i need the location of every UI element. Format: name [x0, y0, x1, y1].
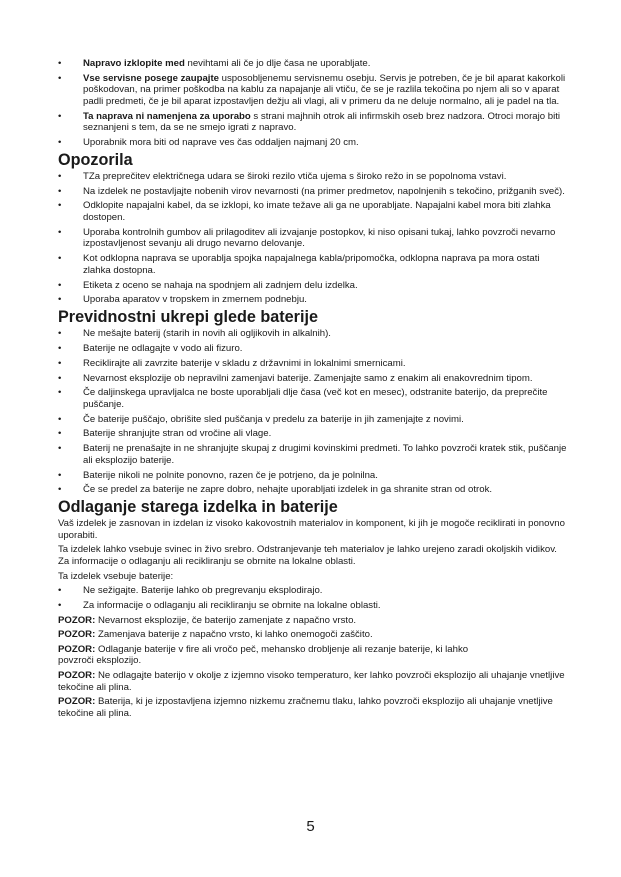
item-text: Baterije ne odlagajte v vodo ali fizuro.: [83, 342, 243, 354]
item-text: Baterije nikoli ne polnite ponovno, razen če je potrjeno, da je polnilna.: [83, 469, 378, 481]
list-item: [58, 343, 568, 355]
list-item: [58, 428, 568, 440]
warning-paragraph: [58, 644, 503, 667]
bullet-icon: •: [58, 200, 62, 212]
list-item: [58, 73, 568, 108]
item-text: Uporaba kontrolnih gumbov ali prilagoditev ali izvajanje postopkov, ki niso opisani tukaj, lahko povzroči nevarno izpostavljenost sevanju ali drugo nevarno delovanje.: [83, 226, 556, 250]
bullet-icon: •: [58, 185, 62, 197]
item-text: Če baterije puščajo, obrišite sled puščanja v predelu za baterije in jih zamenjajte z novimi.: [83, 413, 464, 425]
bullet-icon: •: [58, 413, 62, 425]
warning-text: Odlaganje baterije v fire ali vročo peč, mehansko drobljenje ali rezanje baterije, ki lahko povzroči eksplozijo.: [58, 643, 469, 667]
list-item: [58, 58, 568, 70]
item-text: Baterije shranjujte stran od vročine ali vlage.: [83, 428, 272, 440]
bullet-icon: •: [58, 226, 62, 238]
item-text: Če daljinskega upravljalca ne boste uporabljali dlje časa (več kot en mesec), odstranite baterijo, da preprečite puščanje.: [83, 387, 548, 410]
list-item: [58, 227, 568, 250]
emphasis-text: Vse servisne posege zaupajte: [83, 72, 219, 84]
item-text: Uporabnik mora biti od naprave ves čas oddaljen najmanj 20 cm.: [83, 137, 359, 149]
warning-label: POZOR:: [58, 670, 96, 682]
warning-label: POZOR:: [58, 614, 96, 626]
list-item: [58, 414, 568, 426]
bullet-icon: •: [58, 387, 62, 399]
list-item: [58, 585, 568, 597]
list-item: [58, 280, 568, 292]
bullet-icon: •: [58, 357, 62, 369]
bullet-icon: •: [58, 72, 62, 84]
list-item: [58, 358, 568, 370]
list-item: [58, 328, 568, 340]
bullet-icon: •: [58, 170, 62, 182]
list-item: [58, 373, 568, 385]
list-item: [58, 200, 568, 223]
warning-label: POZOR:: [58, 696, 96, 708]
bullet-icon: •: [58, 137, 62, 149]
bullet-icon: •: [58, 469, 62, 481]
item-text: TZa preprečitev električnega udara se široki rezilo vtiča ujema s široko režo in se popolnoma vstavi.: [83, 170, 507, 182]
list-item: [58, 600, 568, 612]
item-text: nevihtami ali če jo dlje časa ne uporabljate.: [184, 58, 371, 69]
bullet-icon: •: [58, 110, 62, 122]
item-text: Kot odklopna naprava se uporablja spojka napajalnega kabla/pripomočka, odklopna naprava pa mora ostati zlahka dostopna.: [83, 253, 540, 276]
page-number: 5: [306, 818, 315, 835]
emphasis-text: Ta naprava ni namenjena za uporabo: [83, 110, 251, 122]
warning-paragraph: [58, 615, 568, 627]
item-text: Baterij ne prenašajte in ne shranjujte skupaj z drugimi kovinskimi predmeti. To lahko povzroči kratek stik, puščanje ali eksplozijo baterije.: [83, 443, 567, 466]
item-text: Etiketa z oceno se nahaja na spodnjem ali zadnjem delu izdelka.: [83, 279, 358, 291]
warning-paragraph: [58, 670, 568, 693]
paragraph: Vaš izdelek je zasnovan in izdelan iz visoko kakovostnih materialov in komponent, ki jih je mogoče reciklirati in ponovno uporabiti.: [58, 518, 565, 541]
item-text: Ne mešajte baterij (starih in novih ali ogljikovih in alkalnih).: [83, 328, 331, 340]
warning-label: POZOR:: [58, 643, 96, 655]
emphasis-text: Napravo izklopite med: [83, 58, 185, 69]
document-page: [58, 58, 568, 722]
warning-text: Zamenjava baterije z napačno vrsto, ki lahko onemogoči zaščito.: [95, 629, 373, 641]
bullet-icon: •: [58, 372, 62, 384]
item-text: Na izdelek ne postavljajte nobenih virov nevarnosti (na primer predmetov, napolnjenih s tekočino, prižganih sveč).: [83, 185, 565, 197]
warning-paragraph: [58, 629, 568, 641]
bullet-icon: •: [58, 58, 62, 69]
list-item: [58, 294, 568, 306]
item-text: usposobljenemu servisnemu osebju. Servis je potreben, če je bil aparat kakorkoli poškodovan, na primer poškodba na kablu za napajanje ali vtiču, če se je razlila tekočina po njem ali so v aparat padli predmeti, če je bil aparat izpostavljen dežju ali vlagi, ali v primeru da ne deluje normalno, ali je padel na tla.: [83, 72, 566, 107]
bullet-icon: •: [58, 279, 62, 291]
list-item: [58, 484, 568, 496]
list-item: [58, 111, 568, 134]
item-text: Ne sežigajte. Baterije lahko ob pregrevanju eksplodirajo.: [83, 585, 323, 597]
bullet-icon: •: [58, 342, 62, 354]
warning-label: POZOR:: [58, 629, 96, 641]
warning-paragraph: [58, 696, 568, 719]
warning-text: Ne odlagajte baterijo v okolje z izjemno visoko temperaturo, ker lahko povzroči eksplozijo ali uhajanje vnetljive tekočine ali plina.: [58, 670, 565, 693]
item-text: Za informacije o odlaganju ali recikliranju se obrnite na lokalne oblasti.: [83, 599, 381, 611]
bullet-icon: •: [58, 253, 62, 265]
item-text: Reciklirajte ali zavrzite baterije v skladu z državnimi in lokalnimi smernicami.: [83, 357, 406, 369]
item-text: Odklopite napajalni kabel, da se izklopi, ko imate težave ali ga ne uporabljate. Napajalni kabel mora biti zlahka dostopen.: [83, 200, 551, 224]
section-heading-baterije: Previdnostni ukrepi glede baterije: [58, 308, 318, 327]
bullet-icon: •: [58, 328, 62, 340]
list-item: [58, 171, 568, 183]
bullet-icon: •: [58, 599, 62, 611]
item-text: Če se predel za baterije ne zapre dobro, nehajte uporabljati izdelek in ga shranite stran od otrok.: [83, 484, 493, 496]
bullet-icon: •: [58, 428, 62, 440]
bullet-icon: •: [58, 585, 62, 597]
paragraph: Ta izdelek lahko vsebuje svinec in živo srebro. Odstranjevanje teh materialov je lahko urejeno zaradi okoljskih vidikov. Za informacije o odlaganju ali recikliranju se obrnite na lokalne oblasti.: [58, 544, 557, 567]
warning-text: Nevarnost eksplozije, če baterijo zamenjate z napačno vrsto.: [95, 614, 357, 626]
bullet-icon: •: [58, 484, 62, 496]
item-text: s strani majhnih otrok ali infirmskih oseb brez nadzora. Otroci morajo biti seznanjeni s tem, da se ne smejo igrati z napravo.: [83, 110, 561, 134]
list-item: [58, 443, 568, 466]
item-text: Uporaba aparatov v tropskem in zmernem podnebju.: [83, 294, 307, 306]
list-item: [58, 253, 568, 276]
list-item: [58, 186, 568, 198]
bullet-icon: •: [58, 443, 62, 455]
list-item: [58, 470, 568, 482]
bullet-icon: •: [58, 294, 62, 306]
section-heading-odlaganje: Odlaganje starega izdelka in baterije: [58, 498, 338, 517]
warning-text: Baterija, ki je izpostavljena izjemno nizkemu zračnemu tlaku, lahko povzroči eksplozijo ali uhajanje vnetljive tekočine ali plina.: [58, 696, 553, 719]
list-item: [58, 387, 568, 410]
item-text: Nevarnost eksplozije ob nepravilni zamenjavi baterije. Zamenjajte samo z enakim ali enakovrednim tipom.: [83, 372, 533, 384]
section-heading-opozorila: Opozorila: [58, 150, 133, 169]
paragraph: Ta izdelek vsebuje baterije:: [58, 570, 174, 582]
list-item: [58, 137, 568, 149]
